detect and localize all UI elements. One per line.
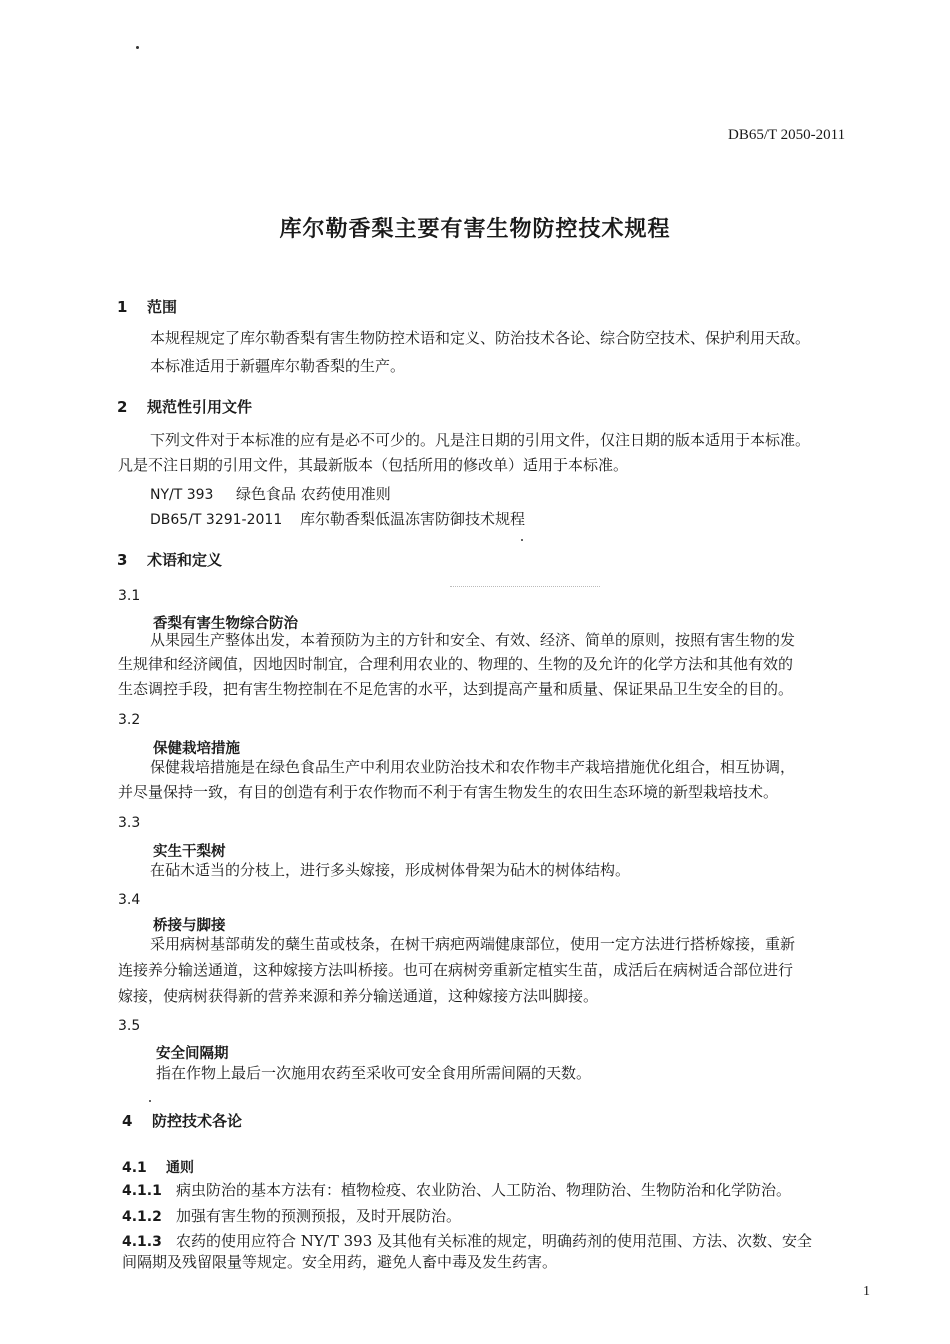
term-name: 实生干梨树 bbox=[153, 844, 226, 860]
paragraph: 生规律和经济阈值，因地因时制宜，合理利用农业的、物理的、生物的及允许的化学方法和其他有效的 bbox=[118, 655, 794, 673]
section-number: 2 bbox=[117, 398, 128, 416]
paragraph: 并尽量保持一致，有目的创造有利于农作物而不利于有害生物发生的农田生态环境的新型栽培技术。 bbox=[118, 783, 779, 801]
reference-title: 绿色食品 农药使用准则 bbox=[236, 485, 391, 503]
reference-title: 库尔勒香梨低温冻害防御技术规程 bbox=[300, 510, 526, 528]
scan-speck bbox=[136, 46, 139, 49]
paragraph: 保健栽培措施是在绿色食品生产中利用农业防治技术和农作物丰产栽培措施优化组合，相互协调， bbox=[150, 758, 796, 776]
subsection-4-1-heading bbox=[122, 1157, 194, 1177]
paragraph: 间隔期及残留限量等规定。安全用药，避免人畜中毒及发生药害。 bbox=[122, 1253, 558, 1271]
paragraph: 下列文件对于本标准的应有是必不可少的。凡是注日期的引用文件，仅注日期的版本适用于本标准。 bbox=[150, 431, 811, 449]
section-number: 3 bbox=[117, 551, 128, 569]
term-name: 香梨有害生物综合防治 bbox=[153, 616, 298, 632]
reference-item bbox=[150, 507, 525, 532]
paragraph: 本标准适用于新疆库尔勒香梨的生产。 bbox=[150, 357, 406, 375]
term-name: 桥接与脚接 bbox=[153, 918, 226, 934]
term-number: 3.1 bbox=[118, 588, 141, 604]
section-number: 1 bbox=[117, 298, 128, 316]
section-3-heading bbox=[117, 549, 222, 570]
paragraph: 采用病树基部萌发的蘖生苗或枝条，在树干病疤两端健康部位，使用一定方法进行搭桥嫁接，重新 bbox=[150, 935, 796, 953]
subsection-number: 4.1 bbox=[122, 1160, 147, 1176]
scan-speck bbox=[149, 1100, 151, 1102]
term-number: 3.3 bbox=[118, 815, 141, 831]
paragraph: 连接养分输送通道，这种嫁接方法叫桥接。也可在病树旁重新定植实生苗，成活后在病树适合部位进行 bbox=[118, 961, 794, 979]
clause-number: 4.1.1 bbox=[122, 1183, 162, 1199]
clause-text: 农药的使用应符合 NY/T 393 及其他有关标准的规定，明确药剂的使用范围、方法、次数、安全 bbox=[176, 1232, 813, 1250]
clause-text: 病虫防治的基本方法有：植物检疫、农业防治、人工防治、物理防治、生物防治和化学防治。 bbox=[176, 1181, 792, 1199]
clause-4-1-1 bbox=[122, 1179, 791, 1200]
section-4-heading bbox=[122, 1110, 242, 1131]
reference-code: DB65/T 3291-2011 bbox=[150, 512, 283, 528]
clause-number: 4.1.3 bbox=[122, 1234, 162, 1250]
section-title: 术语和定义 bbox=[147, 551, 223, 569]
section-title: 规范性引用文件 bbox=[147, 398, 253, 416]
section-2-heading bbox=[117, 396, 252, 417]
term-name: 安全间隔期 bbox=[156, 1046, 229, 1062]
term-name: 保健栽培措施 bbox=[153, 741, 240, 757]
scan-speck bbox=[521, 539, 523, 541]
section-title: 范围 bbox=[147, 298, 178, 316]
page-number: 1 bbox=[863, 1284, 870, 1299]
paragraph: 嫁接，使病树获得新的营养来源和养分输送通道，这种嫁接方法叫脚接。 bbox=[118, 987, 599, 1005]
term-number: 3.4 bbox=[118, 892, 141, 908]
term-number: 3.2 bbox=[118, 712, 141, 728]
document-title: 库尔勒香梨主要有害生物防控技术规程 bbox=[279, 217, 671, 242]
paragraph: 在砧木适当的分枝上，进行多头嫁接，形成树体骨架为砧木的树体结构。 bbox=[150, 861, 631, 879]
paragraph: 从果园生产整体出发，本着预防为主的方针和安全、有效、经济、简单的原则，按照有害生物的发 bbox=[150, 631, 796, 649]
clause-4-1-3 bbox=[122, 1230, 812, 1251]
paragraph: 本规程规定了库尔勒香梨有害生物防控术语和定义、防治技术各论、综合防空技术、保护利用天敌。 bbox=[150, 329, 811, 347]
section-title: 防控技术各论 bbox=[152, 1112, 243, 1130]
term-number: 3.5 bbox=[118, 1018, 141, 1034]
scan-artifact-line bbox=[450, 586, 600, 587]
reference-item bbox=[150, 482, 391, 507]
standard-code: DB65/T 2050-2011 bbox=[728, 127, 846, 143]
clause-4-1-2 bbox=[122, 1205, 461, 1226]
section-1-heading bbox=[117, 296, 177, 317]
subsection-title: 通则 bbox=[166, 1160, 194, 1176]
clause-text: 加强有害生物的预测预报，及时开展防治。 bbox=[176, 1207, 462, 1225]
paragraph: 凡是不注日期的引用文件，其最新版本（包括所用的修改单）适用于本标准。 bbox=[118, 456, 629, 474]
paragraph: 指在作物上最后一次施用农药至采收可安全食用所需间隔的天数。 bbox=[156, 1064, 592, 1082]
reference-code: NY/T 393 bbox=[150, 487, 214, 503]
paragraph: 生态调控手段，把有害生物控制在不足危害的水平，达到提高产量和质量、保证果品卫生安全的目的。 bbox=[118, 680, 794, 698]
section-number: 4 bbox=[122, 1112, 133, 1130]
clause-number: 4.1.2 bbox=[122, 1209, 162, 1225]
